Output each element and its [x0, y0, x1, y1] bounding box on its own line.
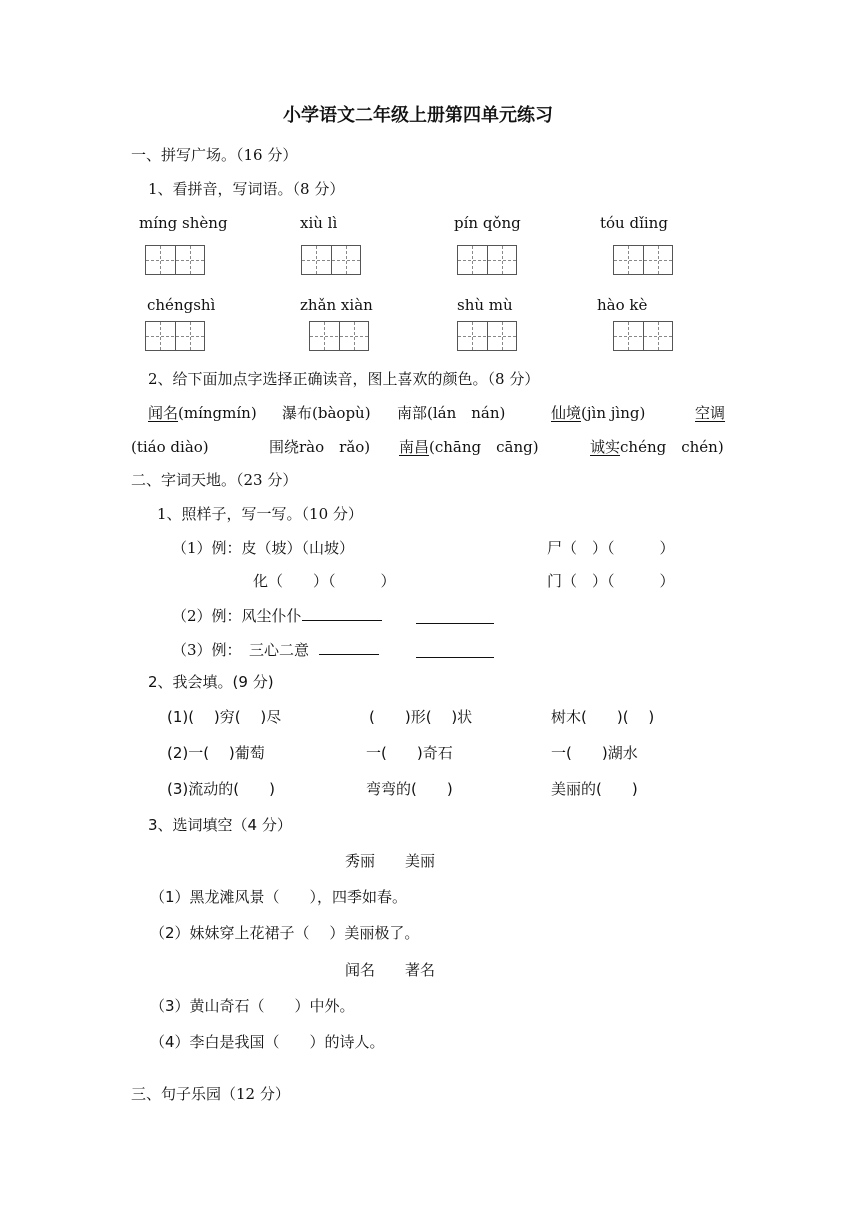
sentence-item: （4）李白是我国（ ）的诗人。 [150, 1033, 385, 1051]
answer-blank[interactable] [416, 609, 494, 624]
pinyin-4: tóu dǐing [600, 214, 668, 232]
answer-blank[interactable] [319, 640, 379, 655]
fill-item: 化（ ）（ ） [253, 572, 396, 590]
fill-item: 尸（ ）（ ） [547, 539, 675, 557]
writing-grid[interactable] [613, 245, 673, 275]
pinyin-7: shù mù [457, 296, 513, 314]
word-choices: 闻名 著名 [345, 961, 436, 979]
writing-grid[interactable] [457, 321, 517, 351]
question-1-label: 1、看拼音，写词语。（8 分） [148, 180, 345, 198]
section-2-heading: 二、字词天地。（23 分） [131, 471, 298, 489]
example-line: （1）例：皮（坡）（山坡） [172, 539, 355, 557]
fill-item: 美丽的( ) [551, 780, 638, 798]
pinyin-1: míng shèng [139, 214, 228, 232]
question-1-label: 1、照样子，写一写。（10 分） [157, 505, 363, 523]
fill-item: 弯弯的( ) [366, 780, 453, 798]
pinyin-8: hào kè [597, 296, 648, 314]
fill-item: 树木( )( ) [551, 708, 655, 726]
page-title: 小学语文二年级上册第四单元练习 [283, 105, 553, 126]
writing-grid[interactable] [145, 245, 205, 275]
fill-item: 一( )湖水 [551, 744, 638, 762]
reading-item-cont: (tiáo diào) [131, 438, 209, 456]
pinyin-3: pín qǒng [454, 214, 521, 232]
word-choices: 秀丽 美丽 [345, 852, 436, 870]
fill-item: (2)一( )葡萄 [167, 744, 265, 762]
answer-blank[interactable] [302, 606, 382, 621]
example-line: （2）例：风尘仆仆 [172, 606, 382, 625]
pinyin-2: xiù lì [300, 214, 338, 232]
writing-grid[interactable] [301, 245, 361, 275]
fill-item: 门（ ）（ ） [547, 572, 675, 590]
example-line: （3）例： 三心二意 [172, 640, 379, 659]
reading-item: 空调 [695, 404, 726, 422]
writing-grid[interactable] [613, 321, 673, 351]
section-1-heading: 一、拼写广场。（16 分） [131, 146, 298, 164]
pinyin-5: chéngshì [147, 296, 216, 314]
fill-item: ( )形( )状 [369, 708, 473, 726]
reading-item: 围绕rào rǎo) [269, 438, 371, 456]
reading-item: 南昌(chāng cāng) [399, 438, 539, 456]
reading-item: 仙境(jìn jìng) [551, 404, 646, 422]
pinyin-6: zhǎn xiàn [300, 296, 373, 314]
writing-grid[interactable] [457, 245, 517, 275]
reading-item: 南部(lán nán) [397, 404, 506, 422]
sentence-item: （3）黄山奇石（ ）中外。 [150, 997, 355, 1015]
sentence-item: （2）妹妹穿上花裙子（ ）美丽极了。 [150, 924, 420, 942]
answer-blank[interactable] [416, 643, 494, 658]
section-3-heading: 三、句子乐园（12 分） [131, 1085, 290, 1103]
fill-item: (1)( )穷( )尽 [167, 708, 282, 726]
reading-item: 诚实chéng chén) [590, 438, 724, 456]
writing-grid[interactable] [309, 321, 369, 351]
reading-item: 瀑布(bàopù) [282, 404, 371, 422]
fill-item: 一( )奇石 [366, 744, 453, 762]
sentence-item: （1）黑龙滩风景（ ），四季如春。 [150, 888, 408, 906]
question-3-label: 3、选词填空（4 分） [148, 816, 292, 834]
question-2-label: 2、给下面加点字选择正确读音，图上喜欢的颜色。（8 分） [148, 370, 540, 388]
writing-grid[interactable] [145, 321, 205, 351]
reading-item: 闻名(míngmín) [148, 404, 257, 422]
question-2-label: 2、我会填。(9 分) [148, 673, 274, 691]
fill-item: (3)流动的( ) [167, 780, 275, 798]
